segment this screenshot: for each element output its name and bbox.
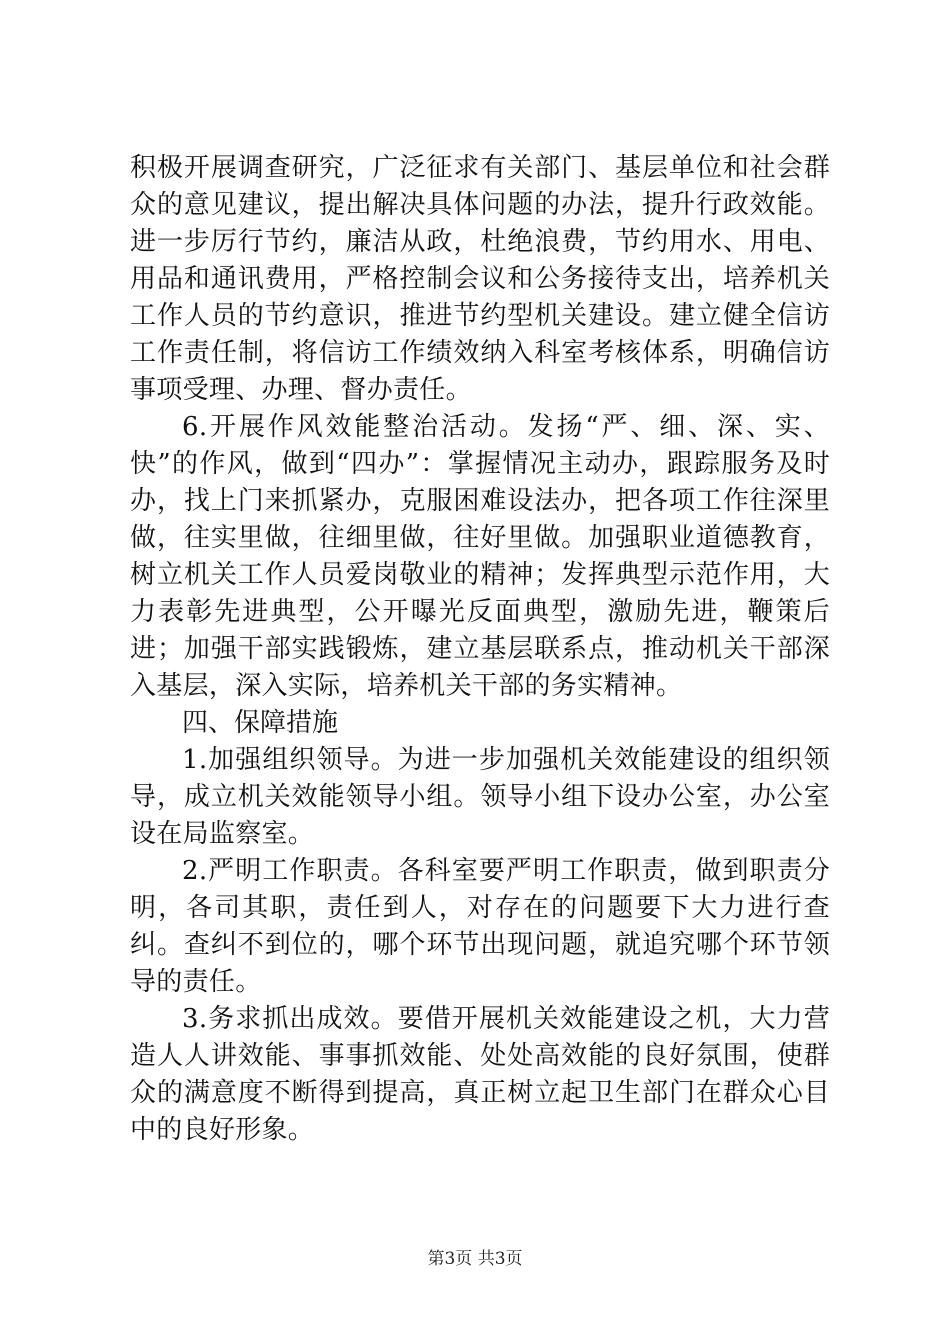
paragraph-item-3: 3.务求抓出成效。要借开展机关效能建设之机，大力营造人人讲效能、事事抓效能、处处高效能的良好氛围，使群众的满意度不断得到提高，真正树立起卫生部门在群众心目中的良好形象。 — [130, 1004, 830, 1145]
paragraph-item-1: 1.加强组织领导。为进一步加强机关效能建设的组织领导，成立机关效能领导小组。领导小组下设办公室，办公室设在局监察室。 — [130, 745, 830, 849]
paragraph-item-6: 6.开展作风效能整治活动。发扬“严、细、深、实、快”的作风，做到“四办”：掌握情况主动办，跟踪服务及时办，找上门来抓紧办，克服困难设法办，把各项工作往深里做，往实里做，往细里做，往好里做。加强职业道德教育，树立机关工作人员爱岗敬业的精神；发挥典型示范作用，大力表彰先进典型，公开曝光反面典型，激励先进，鞭策后进；加强干部实践锻炼，建立基层联系点，推动机关干部深入基层，深入实际，培养机关干部的务实精神。 — [130, 412, 830, 701]
document-body — [130, 150, 830, 1149]
page-number: 第3页 共3页 — [427, 1249, 523, 1269]
section-heading-4: 四、保障措施 — [182, 708, 339, 738]
page-footer — [0, 1244, 950, 1269]
paragraph-item-2: 2.严明工作职责。各科室要严明工作职责，做到职责分明，各司其职，责任到人，对存在的问题要下大力进行查纠。查纠不到位的，哪个环节出现问题，就追究哪个环节领导的责任。 — [130, 856, 830, 997]
paragraph-continued: 积极开展调查研究，广泛征求有关部门、基层单位和社会群众的意见建议，提出解决具体问题的办法，提升行政效能。进一步厉行节约，廉洁从政，杜绝浪费，节约用水、用电、用品和通讯费用，严格控制会议和公务接待支出，培养机关工作人员的节约意识，推进节约型机关建设。建立健全信访工作责任制，将信访工作绩效纳入科室考核体系，明确信访事项受理、办理、督办责任。 — [130, 153, 830, 405]
